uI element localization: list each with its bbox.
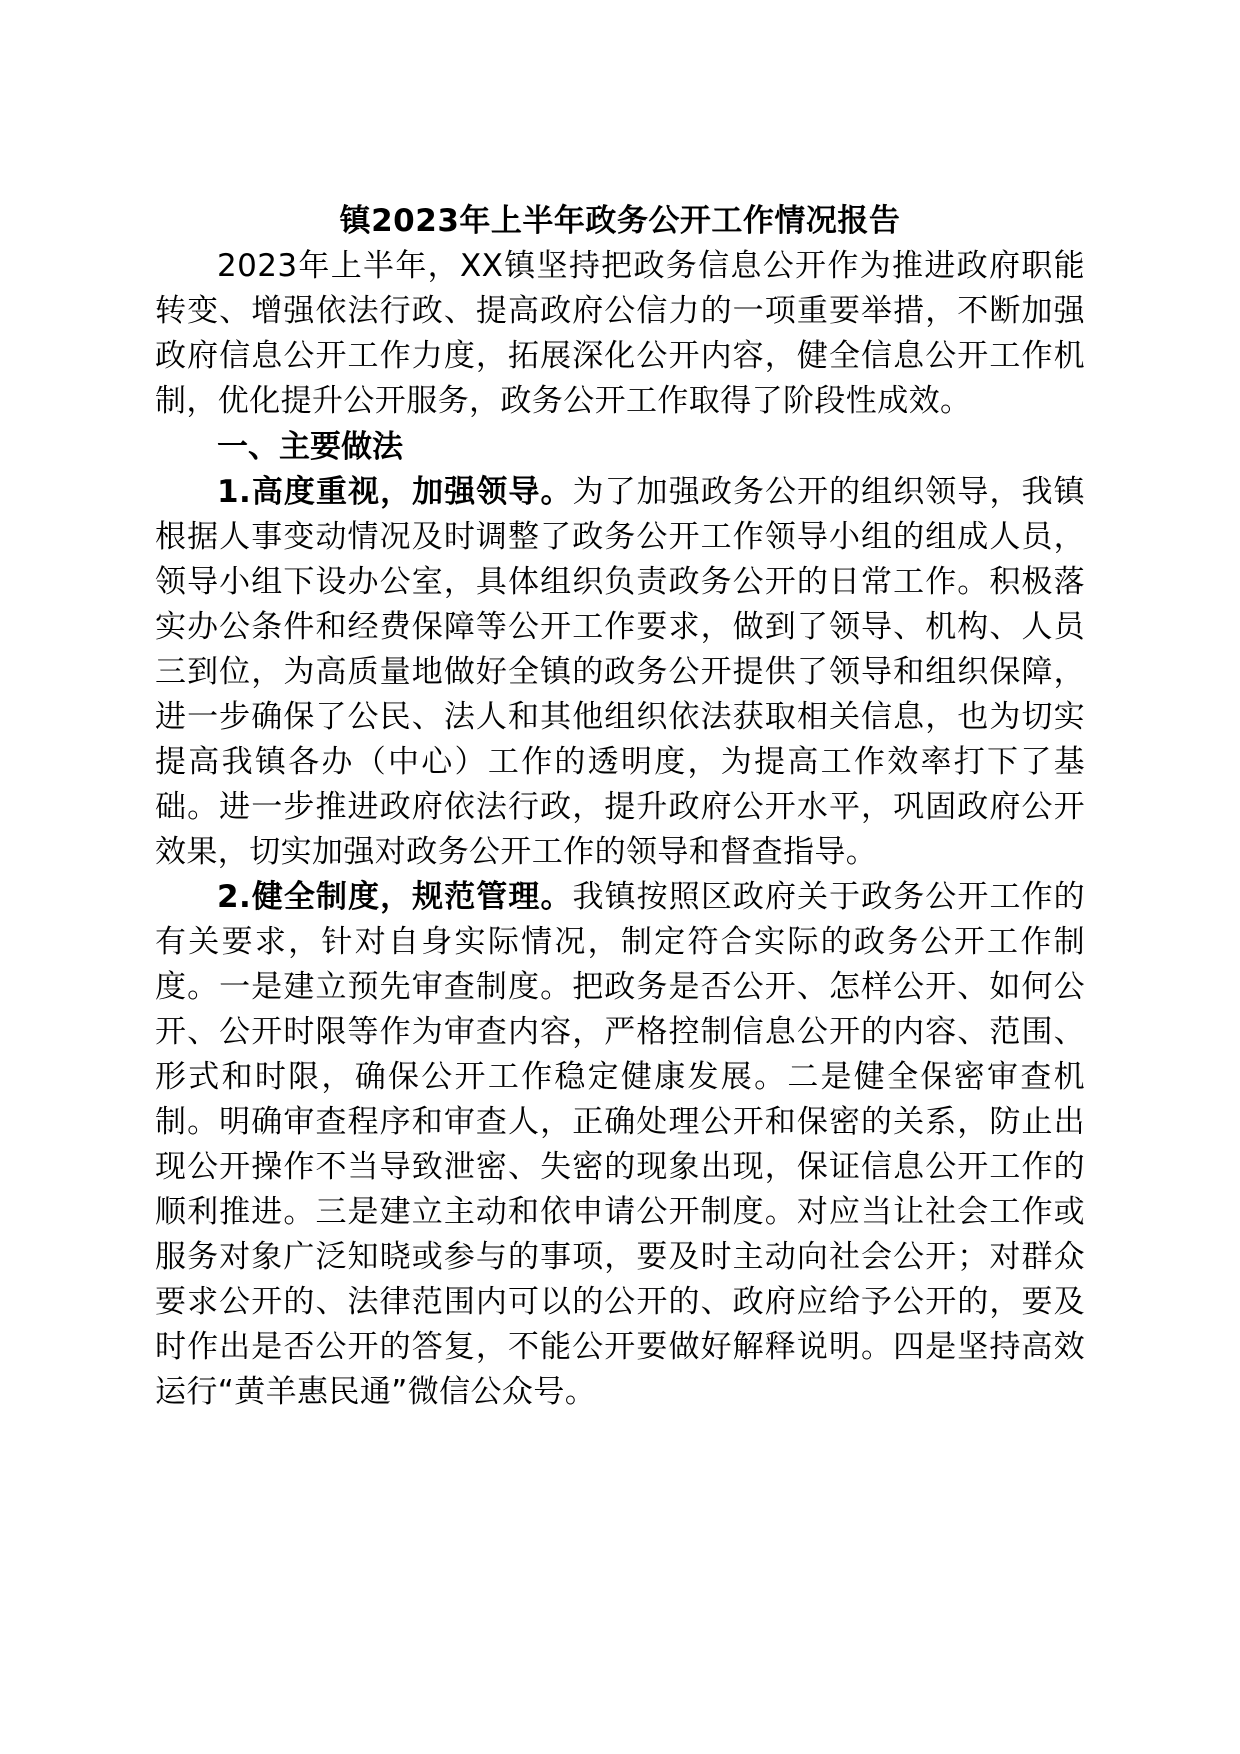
item-lead-1: 1.高度重视，加强领导。 [217,474,573,510]
section-heading: 一、主要做法 [217,429,403,465]
item-text-2: 我镇按照区政府关于政务公开工作的有关要求，针对自身实际情况，制定符合实际的政务公开工作制度。一是建立预先审查制度。把政务是否公开、怎样公开、如何公开、公开时限等作为审查内容，严格控制信息公开的内容、范围、形式和时限，确保公开工作稳定健康发展。二是健全保密审查机制。明确审查程序和审查人，正确处理公开和保密的关系，防止出现公开操作不当导致泄密、失密的现象出现，保证信息公开工作的顺利推进。三是建立主动和依申请公开制度。对应当让社会工作或服务对象广泛知晓或参与的事项，要及时主动向社会公开；对群众要求公开的、法律范围内可以的公开的、政府应给予公开的，要及时作出是否公开的答复，不能公开要做好解释说明。四是坚持高效运行“黄羊惠民通”微信公众号。 [155,879,1085,1410]
item-text-1: 为了加强政务公开的组织领导，我镇根据人事变动情况及时调整了政务公开工作领导小组的组成人员，领导小组下设办公室，具体组织负责政务公开的日常工作。积极落实办公条件和经费保障等公开工作要求，做到了领导、机构、人员三到位，为高质量地做好全镇的政务公开提供了领导和组织保障，进一步确保了公民、法人和其他组织依法获取相关信息，也为切实提高我镇各办（中心）工作的透明度，为提高工作效率打下了基础。进一步推进政府依法行政，提升政府公开水平，巩固政府公开效果，切实加强对政务公开工作的领导和督查指导。 [155,474,1085,870]
document-title: 镇2023年上半年政务公开工作情况报告 [339,203,901,239]
item-paragraph-2 [155,875,1085,1415]
intro-paragraph: 2023年上半年，XX镇坚持把政务信息公开作为推进政府职能转变、增强依法行政、提高政府公信力的一项重要举措，不断加强政府信息公开工作力度，拓展深化公开内容，健全信息公开工作机制，优化提升公开服务，政务公开工作取得了阶段性成效。 [155,248,1085,419]
item-paragraph-1 [155,470,1085,875]
document-page [155,198,1085,1415]
item-lead-2: 2.健全制度，规范管理。 [217,879,573,915]
